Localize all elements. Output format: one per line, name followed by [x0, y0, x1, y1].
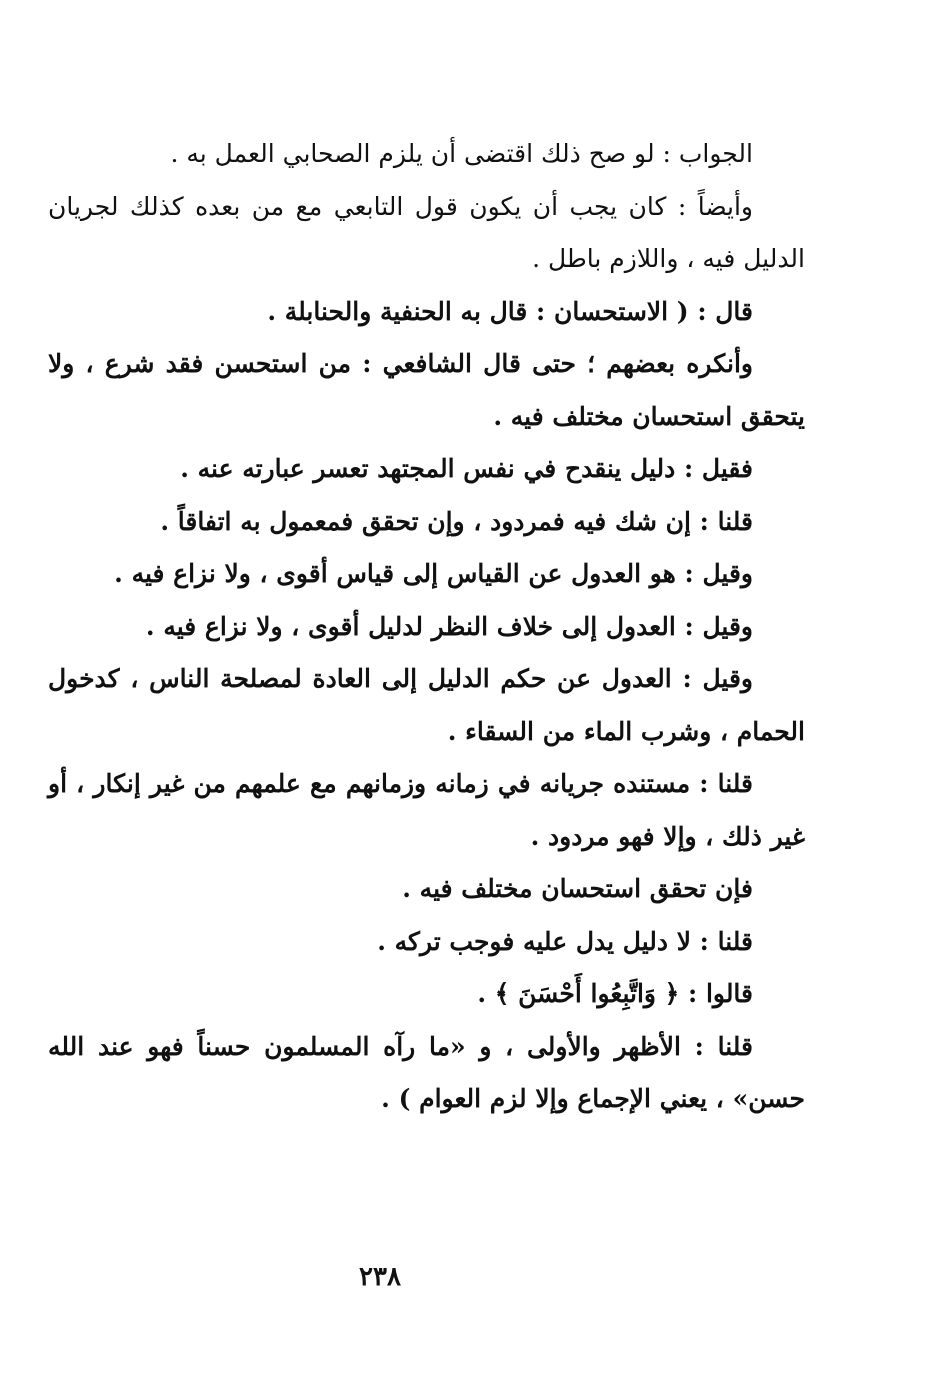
paragraph: قلنا : مستنده جريانه في زمانه وزمانهم مع علمهم من غير إنكار ، أو غير ذلك ، وإلا فهو مردود . — [48, 769, 805, 851]
paragraph: وقيل : هو العدول عن القياس إلى قياس أقوى ، ولا نزاع فيه . — [114, 559, 753, 588]
paragraph: قالوا : ﴿ وَاتَّبِعُوا أَحْسَنَ ﴾ . — [477, 979, 753, 1008]
paragraph: قال : ( الاستحسان : قال به الحنفية والحنابلة . — [267, 296, 753, 326]
paragraph: قلنا : لا دليل يدل عليه فوجب تركه . — [377, 926, 753, 956]
paragraph: وأيضاً : كان يجب أن يكون قول التابعي مع من بعده كذلك لجريان الدليل فيه ، واللازم باطل . — [48, 191, 805, 273]
paragraph: وقيل : العدول إلى خلاف النظر لدليل أقوى ، ولا نزاع فيه . — [145, 611, 753, 641]
paragraph: فإن تحقق استحسان مختلف فيه . — [402, 874, 753, 903]
paragraph: فقيل : دليل ينقدح في نفس المجتهد تعسر عبارته عنه . — [180, 454, 753, 483]
paragraph: قلنا : إن شك فيه فمردود ، وإن تحقق فمعمول به اتفاقاً . — [160, 506, 753, 536]
paragraph: وقيل : العدول عن حكم الدليل إلى العادة لمصلحة الناس ، كدخول الحمام ، وشرب الماء من السقاء . — [48, 664, 805, 746]
page-number: ٢٣٨ — [359, 1262, 401, 1292]
body-text — [48, 128, 805, 1126]
paragraph: الجواب : لو صح ذلك اقتضى أن يلزم الصحابي العمل به . — [170, 139, 753, 168]
paragraph: قلنا : الأظهر والأولى ، و «ما رآه المسلمون حسناً فهو عند الله حسن» ، يعني الإجماع وإلا لزم العوام ) . — [48, 1031, 805, 1113]
paragraph: وأنكره بعضهم ؛ حتى قال الشافعي : من استحسن فقد شرع ، ولا يتحقق استحسان مختلف فيه . — [48, 349, 805, 431]
